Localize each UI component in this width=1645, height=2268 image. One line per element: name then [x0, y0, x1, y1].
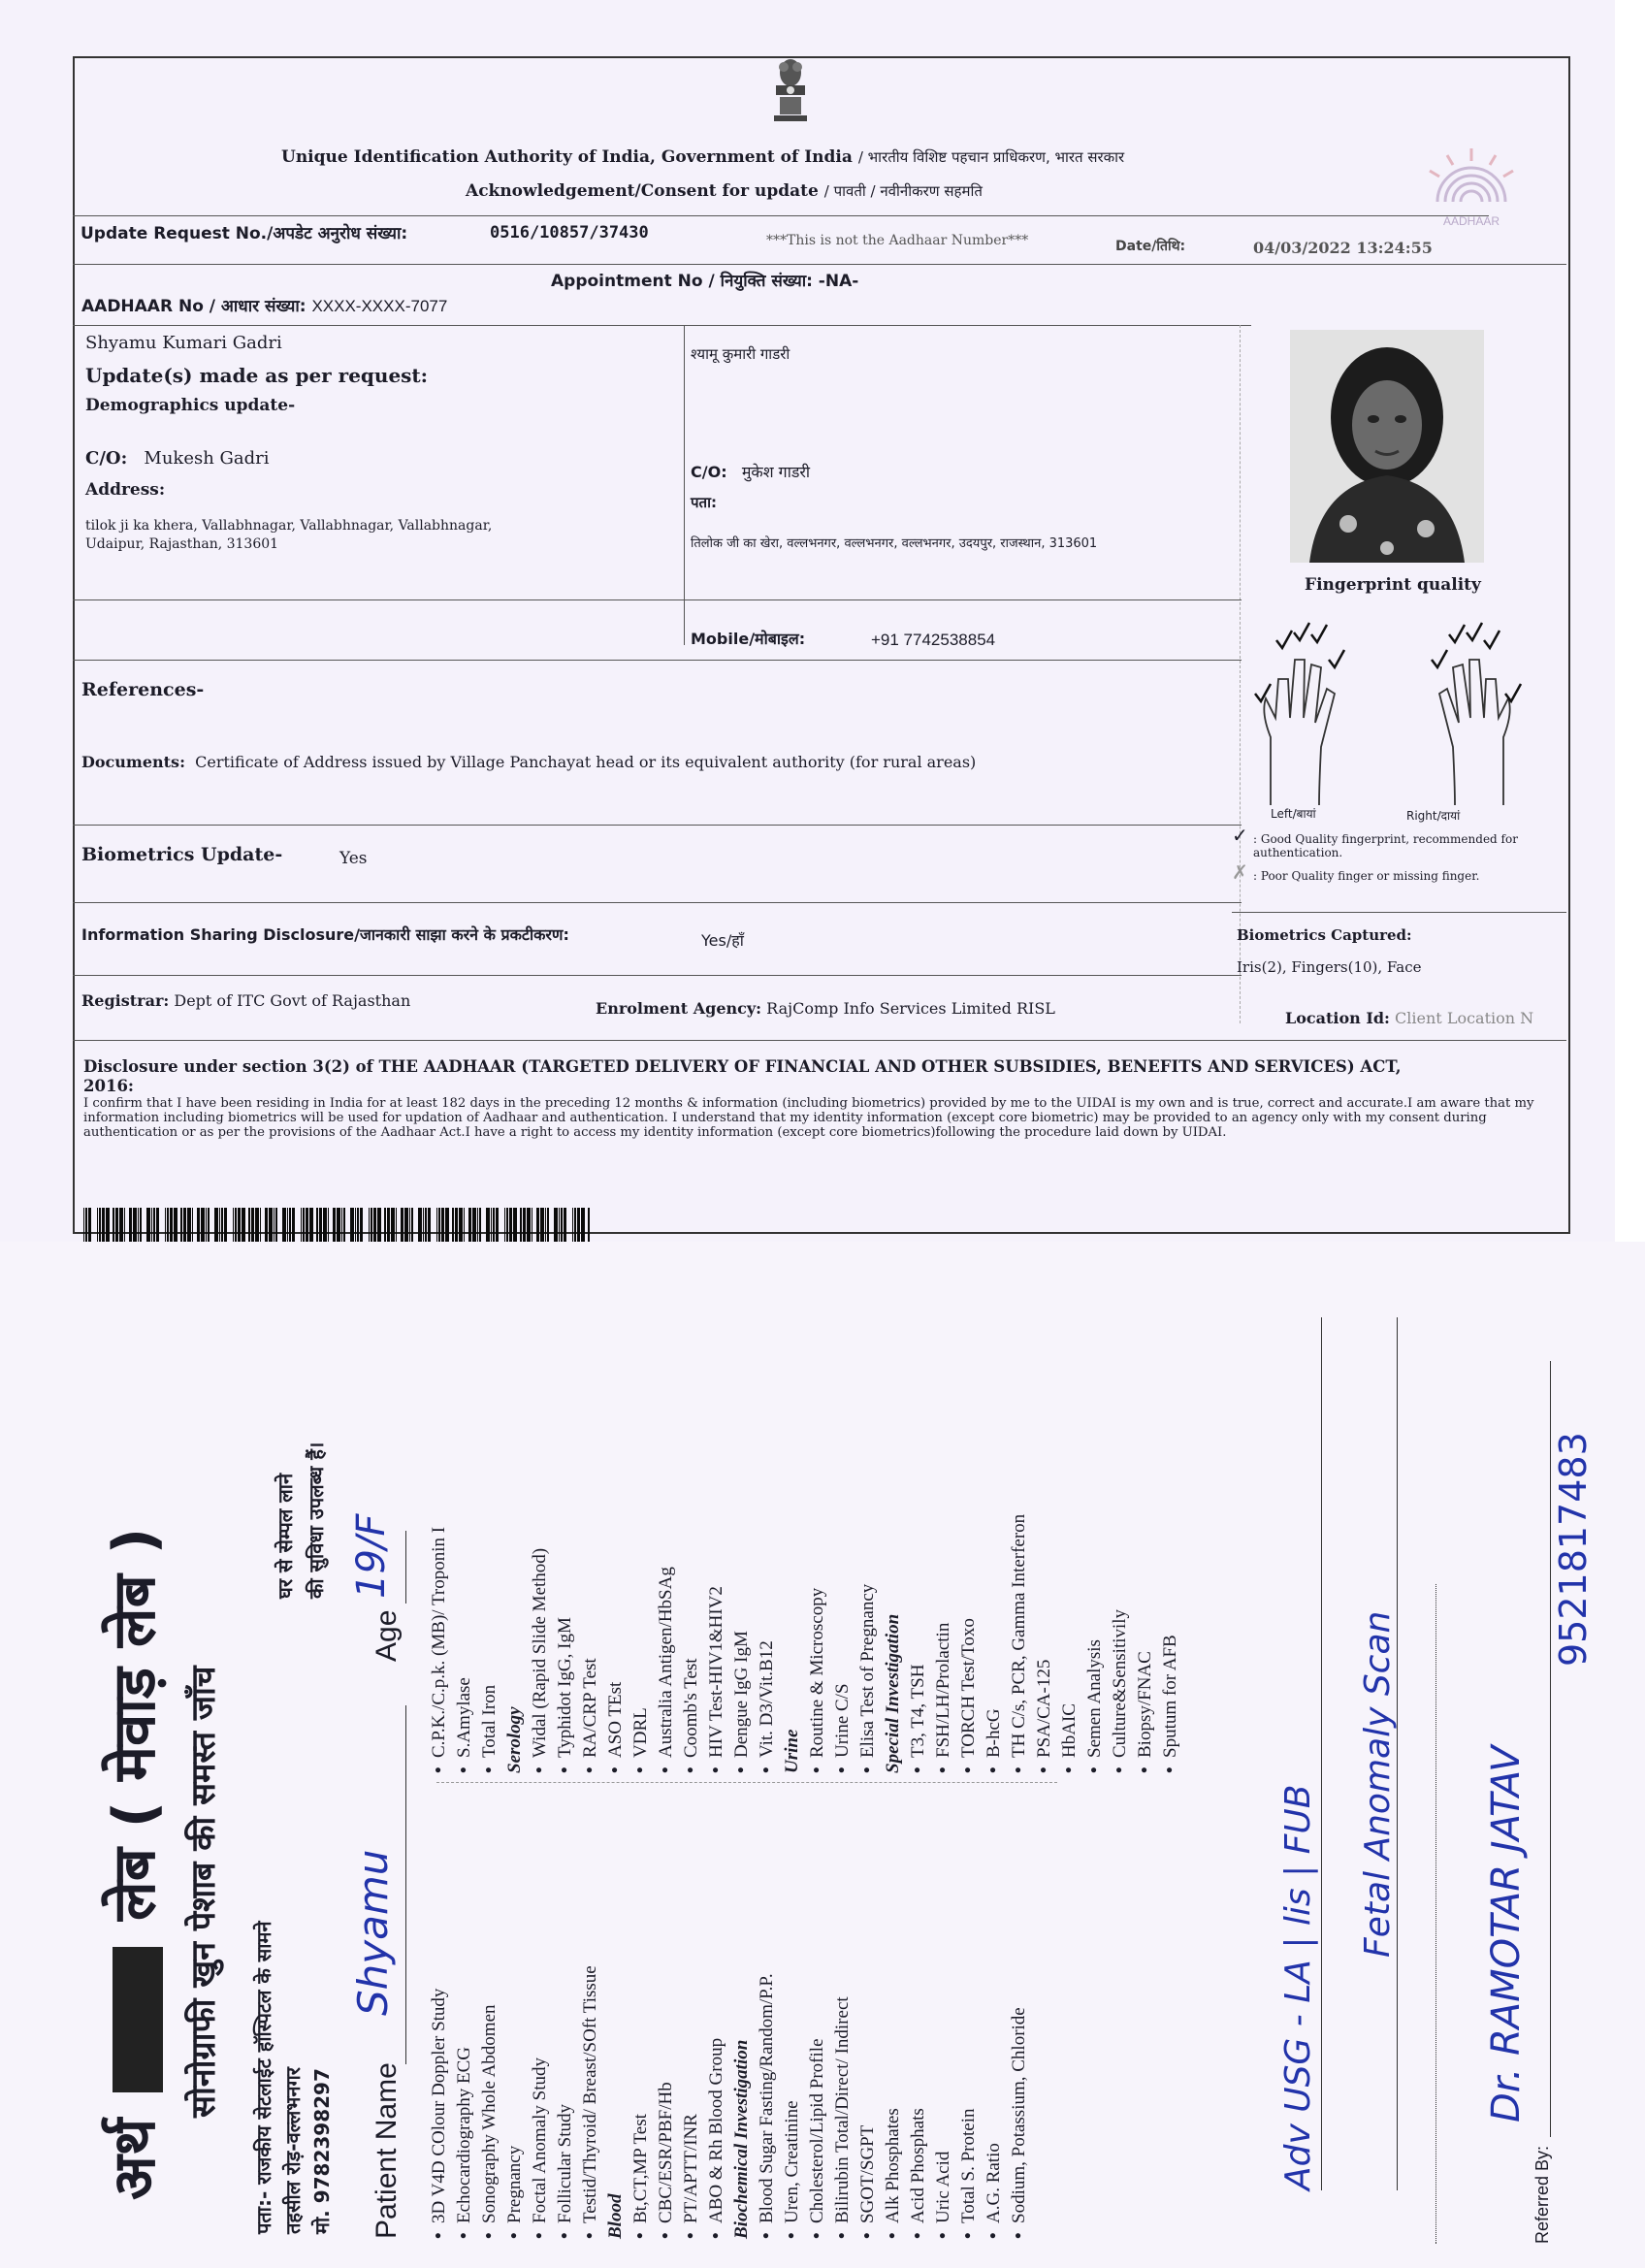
address-label-hindi: पता: [691, 494, 717, 511]
test-item: • PT/APTT/INR [679, 1965, 704, 2239]
update-request-label: Update Request No./अपडेट अनुरोध संख्या: [81, 224, 408, 243]
test-list-column-1 [427, 1965, 1032, 2239]
address-english-line2: Udaipur, Rajasthan, 313601 [85, 536, 279, 552]
biometrics-update-label: Biometrics Update- [81, 844, 283, 865]
test-item: • Pregnancy [502, 1965, 528, 2239]
test-item: • Alk Phosphates [881, 1965, 906, 2239]
lab-subtitle: सोनोग्राफी खुन पेशाब की समस्त जाँच [184, 1666, 223, 2118]
test-item: • Biopsy/FNAC [1133, 1514, 1158, 1773]
name-english: Shyamu Kumari Gadri [85, 333, 282, 353]
redacted-block [113, 1947, 163, 2092]
advice-line [1321, 1317, 1322, 2190]
test-item: • Blood Sugar Fasting/Random/P.P. [755, 1965, 780, 2239]
referred-by-phone[interactable]: 9521817483 [1552, 1432, 1595, 1667]
aadhaar-no-label: AADHAAR No / आधार संख्या: XXXX-XXXX-7077 [81, 297, 448, 316]
test-item: • Bilirubin Total/Direct/ Indirect [830, 1965, 855, 2239]
date-label: Date/तिथि: [1115, 239, 1186, 254]
test-section-heading: Urine [782, 1729, 802, 1773]
test-item: • Culture&Sensitivily [1108, 1514, 1133, 1773]
test-item: • Sputum for AFB [1158, 1514, 1183, 1773]
info-sharing-label: Information Sharing Disclosure/जानकारी साझा करने के प्रकटीकरण: [81, 925, 569, 944]
test-section-heading: Serology [504, 1706, 525, 1773]
references-label: References- [81, 679, 205, 700]
fingerprint-hands-icon [1242, 621, 1542, 815]
test-item: • ASO TEst [603, 1514, 629, 1773]
test-item: • Dengue IgG IgM [729, 1514, 755, 1773]
lab-address-line2: तहसील रोड़-वल्लभनगर [281, 2067, 305, 2234]
test-item: • Semen Analysis [1082, 1514, 1108, 1773]
test-item: • SGOT/SGPT [855, 1965, 881, 2239]
test-item: • Total S. Protein [956, 1965, 982, 2239]
test-item: • T3, T4, TSH [906, 1514, 931, 1773]
disclosure-text: I confirm that I have been residing in India for at least 182 days in the preceding 12 months & information (including biometrics) provided by me to the UIDAI is my own and is true, correct and accurate.I am aware that my information including biometrics will be used for updation of Aadhaar and authentication. I understand that my identity information (except core biometric) may be provided to an agency only with my consent during authentication or as per the provisions of the Aadhaar Act.I have a right to access my identity information (except core biometrics)following the procedure laid down by UIDAI. [83, 1096, 1534, 1140]
test-list-column-2 [427, 1514, 1183, 1773]
address-hindi: तिलोक जी का खेरा, वल्लभनगर, वल्लभनगर, वल्लभनगर, उदयपुर, राजस्थान, 313601 [691, 536, 1098, 551]
poor-cross-icon: ✗ [1232, 860, 1248, 884]
care-of-hindi: C/O: मुकेश गाडरी [691, 463, 811, 481]
enrolment-agency-row: Enrolment Agency: RajComp Info Services Limited RISL [596, 999, 1055, 1018]
test-item: • Urine C/S [830, 1514, 855, 1773]
home-sample-line2: की सुविधा उपलब्ध हैं। [305, 1442, 328, 1599]
biometrics-captured-value: Iris(2), Fingers(10), Face [1237, 958, 1422, 976]
test-item: • Testid/Thyroid/ Breast/SOft Tissue [578, 1965, 603, 2239]
disclosure-title-line2: 2016: [83, 1077, 135, 1095]
test-item: • Uren, Creatinine [780, 1965, 805, 2239]
test-item: • Foctal Anomaly Study [528, 1965, 553, 2239]
appointment-number: Appointment No / नियुक्ति संख्या: -NA- [551, 272, 859, 291]
lab-slip [0, 1242, 1645, 2268]
test-item: • Total Iron [477, 1514, 502, 1773]
right-hand-label: Right/दायां [1406, 809, 1461, 823]
test-item: • ABO & Rh Blood Group [704, 1965, 729, 2239]
fingerprint-quality-title: Fingerprint quality [1305, 575, 1481, 595]
test-item: • Uric Acid [931, 1965, 956, 2239]
test-item: • VDRL [629, 1514, 654, 1773]
test-item: • FSH/LH/Prolactin [931, 1514, 956, 1773]
lab-slip-content [0, 1249, 1645, 2268]
test-item: • C.P.K./C.p.k. (MB)/ Troponin I [427, 1514, 452, 1773]
test-item: • B-hcG [982, 1514, 1007, 1773]
address-label: Address: [85, 480, 166, 500]
test-item: • Sodium, Potassium, Chloride [1007, 1965, 1032, 2239]
care-of-english: C/O: Mukesh Gadri [85, 448, 270, 469]
patient-name-label: Patient Name [371, 2062, 403, 2239]
test-item: • Sonography Whole Abdomen [477, 1965, 502, 2239]
patient-name-value[interactable]: Shyamu [349, 1849, 397, 2016]
info-sharing-value: Yes/हाँ [701, 931, 744, 950]
test-item: • 3D V4D COlour Doppler Study [427, 1965, 452, 2239]
svg-text:AADHAAR: AADHAAR [1442, 214, 1500, 228]
age-value[interactable]: 19/F [349, 1513, 394, 1599]
poor-quality-legend: ✗ : Poor Quality finger or missing finger. [1232, 860, 1480, 884]
test-item: • Elisa Test of Pregnancy [855, 1514, 881, 1773]
test-item: • Acid Phosphats [906, 1965, 931, 2239]
test-item: • Widal (Rapid Slide Method) [528, 1514, 553, 1773]
aadhaar-logo-icon [1418, 144, 1525, 231]
national-emblem-icon [766, 53, 815, 131]
test-item: • S.Amylase [452, 1514, 477, 1773]
referred-by-doctor[interactable]: Dr. RAMOTAR JATAV [1484, 1745, 1529, 2122]
test-item: • Echocardiography ECG [452, 1965, 477, 2239]
note-line-2 [1397, 1317, 1398, 2190]
good-quality-legend: ✓ : Good Quality fingerprint, recommended for authentication. [1232, 824, 1518, 859]
authority-title: Unique Identification Authority of India, Government of India / भारतीय विशिष्ट पहचान प्राधिकरण, भारत सरकार [281, 147, 1125, 167]
mobile-value: +91 7742538854 [871, 631, 996, 649]
test-item: • A.G. Ratio [982, 1965, 1007, 2239]
test-section-heading: Blood [605, 2193, 626, 2239]
test-item: • Cholesterol/Lipid Profile [805, 1965, 830, 2239]
test-section-heading: Biochemical Investigation [731, 2039, 752, 2239]
referred-by-label: Referred By: [1532, 2145, 1552, 2244]
location-id-row: Location Id: Client Location N [1285, 1009, 1534, 1027]
biometrics-captured-label: Biometrics Captured: [1237, 926, 1412, 944]
test-item: • PSA/CA-125 [1032, 1514, 1057, 1773]
acknowledgement-title: Acknowledgement/Consent for update / पावती / नवीनीकरण सहमति [466, 181, 983, 201]
applicant-photo [1290, 330, 1484, 563]
test-item: • TORCH Test/Toxo [956, 1514, 982, 1773]
home-sample-line1: घर से सेम्पल लाने [274, 1473, 297, 1599]
not-aadhaar-note: ***This is not the Aadhaar Number*** [766, 233, 1029, 248]
registrar-row: Registrar: Dept of ITC Govt of Rajasthan [81, 991, 411, 1010]
disclosure-title-line1: Disclosure under section 3(2) of THE AADHAAR (TARGETED DELIVERY OF FINANCIAL AND OTHER SUBSIDIES, BENEFITS AND SERVICES) ACT, [83, 1057, 1402, 1076]
name-hindi: श्यामू कुमारी गाडरी [691, 345, 790, 363]
dotted-rule [1435, 1584, 1436, 2244]
lab-title: अर्थ लेब ( मेवाड़ लेब ) [101, 1527, 169, 2200]
age-line [405, 1531, 406, 1604]
test-item: • Vit. D3/Vit.B12 [755, 1514, 780, 1773]
biometrics-update-value: Yes [339, 849, 368, 868]
update-request-number: 0516/10857/37430 [490, 223, 649, 243]
good-check-icon: ✓ [1232, 824, 1248, 847]
test-item: • Routine & Microscopy [805, 1514, 830, 1773]
lab-address-line1: पता:- राजकीय सेटलाईट हॉस्पिटल के सामने [252, 1921, 275, 2234]
left-hand-label: Left/बायां [1271, 807, 1316, 821]
age-label: Age [371, 1609, 403, 1662]
lab-phone: मो. 9782398297 [310, 2068, 334, 2234]
test-item: • Australia Antigen/HbSAg [654, 1514, 679, 1773]
date-value: 04/03/2022 13:24:55 [1253, 239, 1433, 257]
fetal-anomaly-note[interactable]: Fetal Anomaly Scan [1358, 1610, 1398, 1958]
test-section-heading: Special Investigation [883, 1613, 903, 1773]
request-barcode [83, 1208, 777, 1243]
test-item: • Typhidot IgG, IgM [553, 1514, 578, 1773]
documents-row: Documents: Certificate of Address issued by Village Panchayat head or its equivalent authority (for rural areas) [81, 753, 977, 771]
test-item: • RA/CRP Test [578, 1514, 603, 1773]
demographics-label: Demographics update- [85, 396, 296, 415]
test-item: • Follicular Study [553, 1965, 578, 2239]
address-english-line1: tilok ji ka khera, Vallabhnagar, Vallabhnagar, Vallabhnagar, [85, 518, 493, 534]
updates-label: Update(s) made as per request: [85, 364, 429, 387]
test-item: • HIV Test-HIV1&HIV2 [704, 1514, 729, 1773]
test-item: • HbAIC [1057, 1514, 1082, 1773]
mobile-label: Mobile/मोबाइल: [691, 630, 806, 648]
referred-by-line [1550, 1361, 1551, 2137]
patient-name-line [405, 1705, 406, 2064]
test-item: • CBC/ESR/PBF/Hb [654, 1965, 679, 2239]
test-item: • Coomb's Test [679, 1514, 704, 1773]
aadhaar-no-value: XXXX-XXXX-7077 [311, 297, 448, 315]
test-item: • TH C/s, PCR, Gamma Interferon [1007, 1514, 1032, 1773]
advice-note[interactable]: Adv USG - LA | lis | FUB [1278, 1784, 1318, 2190]
test-item: • Bt,CT,MP Test [629, 1965, 654, 2239]
